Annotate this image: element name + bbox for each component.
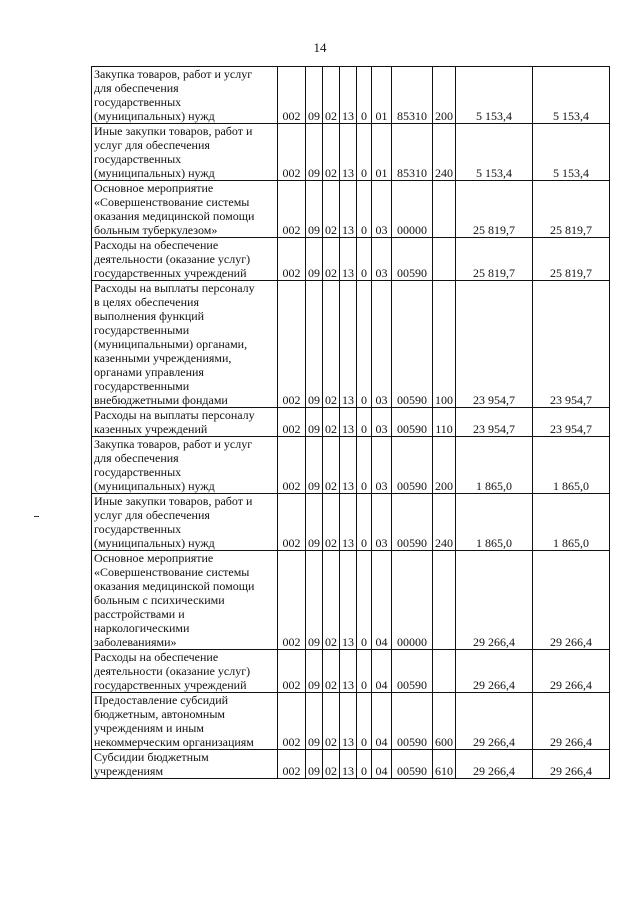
cell-pr: 02: [323, 238, 340, 281]
cell-sum-2: 23 954,7: [533, 408, 610, 437]
cell-sum-1: 29 266,4: [456, 650, 533, 693]
cell-sum-1: 5 153,4: [456, 67, 533, 124]
cell-csr-direction: 00590: [392, 693, 433, 750]
cell-csr-subprogram: 0: [357, 281, 372, 408]
cell-name: [92, 124, 278, 181]
cell-csr-program: 13: [340, 408, 357, 437]
cell-csr-activity: 01: [372, 124, 392, 181]
cell-sum-1: 29 266,4: [456, 750, 533, 779]
cell-csr-direction: 00590: [392, 494, 433, 551]
cell-csr-program: 13: [340, 494, 357, 551]
name-line: Иные закупки товаров, работ и: [94, 494, 253, 508]
name-line: Расходы на обеспечение: [94, 238, 219, 252]
name-line: услуг для обеспечения: [94, 508, 210, 522]
cell-rz: 09: [306, 281, 323, 408]
cell-grbs: 002: [278, 181, 306, 238]
cell-sum-1: 1 865,0: [456, 494, 533, 551]
cell-rz: 09: [306, 494, 323, 551]
cell-name: [92, 750, 278, 779]
cell-rz: 09: [306, 124, 323, 181]
cell-vr: 200: [433, 437, 456, 494]
cell-sum-2: 25 819,7: [533, 181, 610, 238]
cell-csr-program: 13: [340, 67, 357, 124]
cell-csr-activity: 03: [372, 238, 392, 281]
cell-csr-program: 13: [340, 693, 357, 750]
cell-csr-subprogram: 0: [357, 693, 372, 750]
table-row: [92, 437, 610, 494]
cell-vr: [433, 650, 456, 693]
cell-sum-1: 23 954,7: [456, 281, 533, 408]
table-row: [92, 650, 610, 693]
name-line: Основное мероприятие: [94, 181, 214, 195]
name-line: выполнения функций: [94, 309, 205, 323]
name-line: государственных: [94, 465, 182, 479]
page-number: 14: [313, 40, 327, 55]
table-row: [92, 281, 610, 408]
name-line: внебюджетными фондами: [94, 393, 228, 407]
name-line: (муниципальных) нужд: [94, 479, 215, 493]
name-line: оказания медицинской помощи: [94, 209, 255, 223]
name-line: органами управления: [94, 365, 204, 379]
cell-csr-program: 13: [340, 238, 357, 281]
cell-name: [92, 650, 278, 693]
cell-name: [92, 693, 278, 750]
cell-csr-subprogram: 0: [357, 437, 372, 494]
cell-csr-direction: 00590: [392, 750, 433, 779]
name-line: бюджетным, автономным: [94, 707, 225, 721]
name-line: больным туберкулезом»: [94, 223, 218, 237]
cell-csr-subprogram: 0: [357, 551, 372, 650]
cell-grbs: 002: [278, 437, 306, 494]
name-line: «Совершенствование системы: [94, 565, 250, 579]
cell-grbs: 002: [278, 238, 306, 281]
cell-csr-activity: 04: [372, 750, 392, 779]
table-row: [92, 408, 610, 437]
cell-sum-2: 5 153,4: [533, 124, 610, 181]
cell-pr: 02: [323, 124, 340, 181]
name-line: Иные закупки товаров, работ и: [94, 124, 253, 138]
cell-csr-direction: 85310: [392, 124, 433, 181]
cell-csr-activity: 03: [372, 494, 392, 551]
cell-pr: 02: [323, 693, 340, 750]
cell-sum-1: 25 819,7: [456, 238, 533, 281]
cell-pr: 02: [323, 494, 340, 551]
table-row: [92, 494, 610, 551]
cell-grbs: 002: [278, 408, 306, 437]
name-line: заболеваниями»: [94, 635, 177, 649]
cell-sum-2: 23 954,7: [533, 281, 610, 408]
cell-csr-activity: 04: [372, 551, 392, 650]
cell-csr-subprogram: 0: [357, 750, 372, 779]
cell-sum-1: 5 153,4: [456, 124, 533, 181]
cell-csr-activity: 03: [372, 181, 392, 238]
name-line: Предоставление субсидий: [94, 693, 229, 707]
cell-rz: 09: [306, 693, 323, 750]
name-line: оказания медицинской помощи: [94, 579, 255, 593]
cell-sum-2: 25 819,7: [533, 238, 610, 281]
cell-csr-activity: 03: [372, 408, 392, 437]
cell-name: [92, 181, 278, 238]
name-line: Расходы на обеспечение: [94, 650, 219, 664]
cell-pr: 02: [323, 281, 340, 408]
table-row: [92, 238, 610, 281]
cell-csr-subprogram: 0: [357, 67, 372, 124]
cell-rz: 09: [306, 181, 323, 238]
cell-sum-2: 1 865,0: [533, 494, 610, 551]
cell-csr-activity: 03: [372, 437, 392, 494]
name-line: «Совершенствование системы: [94, 195, 250, 209]
budget-table: [91, 66, 610, 779]
table-row: [92, 67, 610, 124]
cell-name: [92, 408, 278, 437]
cell-sum-1: 29 266,4: [456, 693, 533, 750]
cell-sum-2: 29 266,4: [533, 650, 610, 693]
name-line: казенных учреждений: [94, 422, 208, 436]
cell-pr: 02: [323, 650, 340, 693]
cell-csr-subprogram: 0: [357, 408, 372, 437]
cell-csr-subprogram: 0: [357, 650, 372, 693]
cell-rz: 09: [306, 238, 323, 281]
name-line: государственных: [94, 95, 182, 109]
name-line: государственных: [94, 522, 182, 536]
cell-grbs: 002: [278, 494, 306, 551]
cell-sum-1: 29 266,4: [456, 551, 533, 650]
table-row: [92, 124, 610, 181]
cell-csr-program: 13: [340, 551, 357, 650]
cell-sum-2: 29 266,4: [533, 750, 610, 779]
table-row: [92, 181, 610, 238]
cell-csr-direction: 85310: [392, 67, 433, 124]
name-line: государственных учреждений: [94, 678, 247, 692]
cell-csr-subprogram: 0: [357, 181, 372, 238]
cell-vr: 240: [433, 124, 456, 181]
name-line: деятельности (оказание услуг): [94, 664, 251, 678]
cell-name: [92, 281, 278, 408]
name-line: Субсидии бюджетным: [94, 750, 209, 764]
name-line: больным с психическими: [94, 593, 225, 607]
cell-csr-subprogram: 0: [357, 238, 372, 281]
cell-csr-direction: 00000: [392, 181, 433, 238]
cell-csr-activity: 03: [372, 281, 392, 408]
cell-csr-program: 13: [340, 181, 357, 238]
cell-vr: 600: [433, 693, 456, 750]
cell-sum-2: 1 865,0: [533, 437, 610, 494]
name-line: для обеспечения: [94, 81, 179, 95]
cell-vr: 200: [433, 67, 456, 124]
cell-sum-1: 25 819,7: [456, 181, 533, 238]
cell-vr: 100: [433, 281, 456, 408]
cell-csr-activity: 04: [372, 693, 392, 750]
cell-csr-program: 13: [340, 750, 357, 779]
cell-sum-2: 29 266,4: [533, 693, 610, 750]
name-line: учреждениям и иным: [94, 721, 204, 735]
cell-csr-direction: 00590: [392, 650, 433, 693]
cell-grbs: 002: [278, 124, 306, 181]
cell-csr-direction: 00590: [392, 437, 433, 494]
name-line: государственных учреждений: [94, 266, 247, 280]
cell-sum-2: 5 153,4: [533, 67, 610, 124]
cell-csr-direction: 00000: [392, 551, 433, 650]
cell-rz: 09: [306, 750, 323, 779]
name-line: услуг для обеспечения: [94, 138, 210, 152]
name-line: некоммерческим организациям: [94, 735, 254, 749]
cell-csr-direction: 00590: [392, 281, 433, 408]
cell-csr-program: 13: [340, 124, 357, 181]
cell-rz: 09: [306, 67, 323, 124]
table-row: [92, 693, 610, 750]
name-line: (муниципальных) нужд: [94, 166, 215, 180]
name-line: Закупка товаров, работ и услуг: [94, 437, 253, 451]
cell-rz: 09: [306, 650, 323, 693]
cell-name: [92, 437, 278, 494]
cell-grbs: 002: [278, 281, 306, 408]
table-row: [92, 551, 610, 650]
cell-vr: [433, 551, 456, 650]
table-body: [92, 67, 610, 779]
name-line: учреждениям: [94, 764, 164, 778]
name-line: в целях обеспечения: [94, 295, 199, 309]
cell-pr: 02: [323, 750, 340, 779]
margin-mark: [34, 516, 39, 517]
cell-csr-program: 13: [340, 281, 357, 408]
name-line: Расходы на выплаты персоналу: [94, 408, 255, 422]
cell-csr-subprogram: 0: [357, 124, 372, 181]
cell-csr-direction: 00590: [392, 238, 433, 281]
cell-pr: 02: [323, 437, 340, 494]
cell-name: [92, 551, 278, 650]
cell-csr-program: 13: [340, 437, 357, 494]
cell-csr-subprogram: 0: [357, 494, 372, 551]
cell-csr-activity: 01: [372, 67, 392, 124]
cell-grbs: 002: [278, 750, 306, 779]
cell-sum-1: 1 865,0: [456, 437, 533, 494]
name-line: расстройствами и: [94, 607, 185, 621]
cell-csr-program: 13: [340, 650, 357, 693]
table-row: [92, 750, 610, 779]
cell-vr: [433, 238, 456, 281]
cell-rz: 09: [306, 437, 323, 494]
name-line: деятельности (оказание услуг): [94, 252, 251, 266]
cell-name: [92, 238, 278, 281]
cell-grbs: 002: [278, 551, 306, 650]
cell-pr: 02: [323, 551, 340, 650]
cell-grbs: 002: [278, 693, 306, 750]
name-line: наркологическими: [94, 621, 190, 635]
name-line: государственными: [94, 323, 190, 337]
name-line: (муниципальных) нужд: [94, 536, 215, 550]
name-line: Расходы на выплаты персоналу: [94, 281, 255, 295]
cell-vr: 240: [433, 494, 456, 551]
cell-pr: 02: [323, 408, 340, 437]
cell-vr: 110: [433, 408, 456, 437]
cell-sum-2: 29 266,4: [533, 551, 610, 650]
cell-rz: 09: [306, 551, 323, 650]
cell-grbs: 002: [278, 650, 306, 693]
cell-sum-1: 23 954,7: [456, 408, 533, 437]
cell-pr: 02: [323, 181, 340, 238]
name-line: для обеспечения: [94, 451, 179, 465]
cell-pr: 02: [323, 67, 340, 124]
cell-csr-direction: 00590: [392, 408, 433, 437]
cell-name: [92, 494, 278, 551]
name-line: (муниципальными) органами,: [94, 337, 248, 351]
cell-name: [92, 67, 278, 124]
name-line: (муниципальных) нужд: [94, 109, 215, 123]
name-line: Закупка товаров, работ и услуг: [94, 67, 253, 81]
cell-vr: [433, 181, 456, 238]
name-line: казенными учреждениями,: [94, 351, 232, 365]
cell-grbs: 002: [278, 67, 306, 124]
name-line: государственными: [94, 379, 190, 393]
cell-vr: 610: [433, 750, 456, 779]
cell-csr-activity: 04: [372, 650, 392, 693]
name-line: Основное мероприятие: [94, 551, 214, 565]
cell-rz: 09: [306, 408, 323, 437]
name-line: государственных: [94, 152, 182, 166]
